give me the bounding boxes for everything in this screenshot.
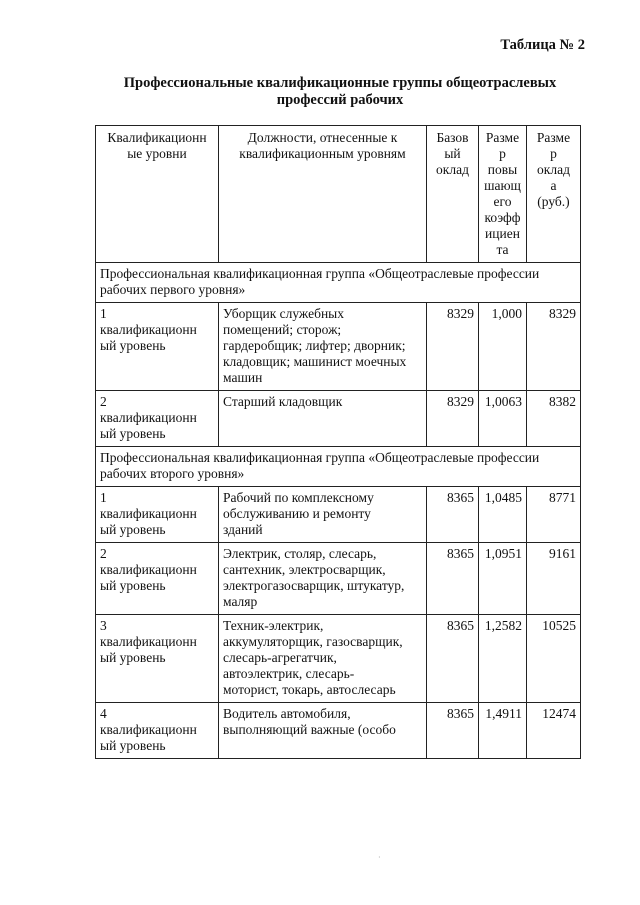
group-title: Профессиональная квалификационная группа «Общеотраслевые профессии рабочих второго уровня» bbox=[96, 447, 581, 487]
qualification-table bbox=[95, 125, 581, 759]
header-base-salary: Базов ый оклад bbox=[427, 126, 479, 263]
positions-cell: Старший кладовщик bbox=[219, 391, 427, 447]
level-cell: 1 квалификационн ый уровень bbox=[96, 303, 219, 391]
group-row bbox=[96, 263, 581, 303]
positions-cell: Электрик, столяр, слесарь, сантехник, электросварщик, электрогазосварщик, штукатур, маляр bbox=[219, 543, 427, 615]
salary-cell: 8771 bbox=[527, 487, 581, 543]
title-line: профессий рабочих bbox=[276, 92, 404, 108]
table-number: Таблица № 2 bbox=[500, 37, 585, 53]
positions-cell: Техник-электрик, аккумуляторщик, газосварщик, слесарь-агрегатчик, автоэлектрик, слесарь- моторист, токарь, автослесарь bbox=[219, 615, 427, 703]
salary-cell: 10525 bbox=[527, 615, 581, 703]
group-row bbox=[96, 447, 581, 487]
level-cell: 2 квалификационн ый уровень bbox=[96, 391, 219, 447]
level-cell: 4 квалификационн ый уровень bbox=[96, 703, 219, 759]
table-row bbox=[96, 303, 581, 391]
base-salary-cell: 8365 bbox=[427, 543, 479, 615]
level-cell: 1 квалификационн ый уровень bbox=[96, 487, 219, 543]
table-row bbox=[96, 615, 581, 703]
table-row bbox=[96, 703, 581, 759]
header-level: Квалификационн ые уровни bbox=[96, 126, 219, 263]
table-row bbox=[96, 543, 581, 615]
table-row bbox=[96, 487, 581, 543]
scan-speck: · bbox=[378, 853, 381, 862]
salary-cell: 8329 bbox=[527, 303, 581, 391]
salary-cell: 8382 bbox=[527, 391, 581, 447]
header-coefficient: Разме р повы шающ его коэфф ициен та bbox=[479, 126, 527, 263]
base-salary-cell: 8365 bbox=[427, 487, 479, 543]
header-salary-size: Разме р оклад а (руб.) bbox=[527, 126, 581, 263]
header-row bbox=[96, 126, 581, 263]
coefficient-cell: 1,0485 bbox=[479, 487, 527, 543]
header-positions: Должности, отнесенные к квалификационным уровням bbox=[219, 126, 427, 263]
level-cell: 2 квалификационн ый уровень bbox=[96, 543, 219, 615]
salary-cell: 9161 bbox=[527, 543, 581, 615]
coefficient-cell: 1,0951 bbox=[479, 543, 527, 615]
base-salary-cell: 8365 bbox=[427, 703, 479, 759]
positions-cell: Уборщик служебных помещений; сторож; гардеробщик; лифтер; дворник; кладовщик; машинист моечных машин bbox=[219, 303, 427, 391]
base-salary-cell: 8365 bbox=[427, 615, 479, 703]
coefficient-cell: 1,0063 bbox=[479, 391, 527, 447]
document-title bbox=[95, 75, 585, 109]
table-row bbox=[96, 391, 581, 447]
level-cell: 3 квалификационн ый уровень bbox=[96, 615, 219, 703]
base-salary-cell: 8329 bbox=[427, 303, 479, 391]
coefficient-cell: 1,4911 bbox=[479, 703, 527, 759]
positions-cell: Рабочий по комплексному обслуживанию и ремонту зданий bbox=[219, 487, 427, 543]
coefficient-cell: 1,2582 bbox=[479, 615, 527, 703]
coefficient-cell: 1,000 bbox=[479, 303, 527, 391]
title-line: Профессиональные квалификационные группы общеотраслевых bbox=[123, 75, 557, 91]
salary-cell: 12474 bbox=[527, 703, 581, 759]
base-salary-cell: 8329 bbox=[427, 391, 479, 447]
positions-cell: Водитель автомобиля, выполняющий важные (особо bbox=[219, 703, 427, 759]
group-title: Профессиональная квалификационная группа «Общеотраслевые профессии рабочих первого уровня» bbox=[96, 263, 581, 303]
